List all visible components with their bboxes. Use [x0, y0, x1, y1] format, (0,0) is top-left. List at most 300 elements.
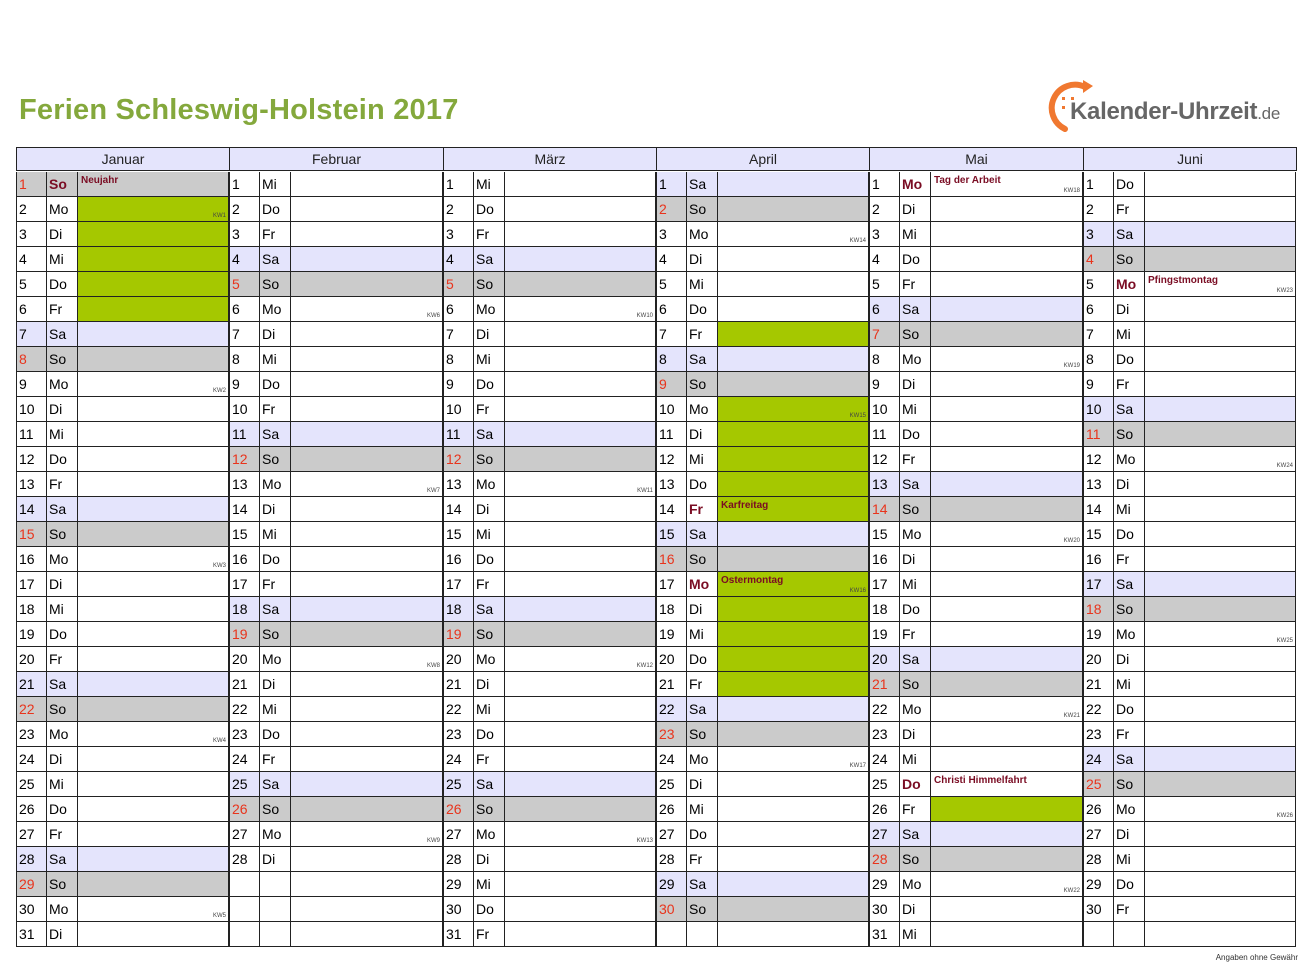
day-event-cell	[291, 497, 443, 522]
day-number: 14	[869, 497, 900, 522]
day-number: 21	[443, 672, 474, 697]
day-event-cell	[931, 797, 1083, 822]
day-number: 13	[443, 472, 474, 497]
weekday: Di	[474, 672, 505, 697]
day-event-cell	[1145, 872, 1296, 897]
day-event-cell	[505, 272, 656, 297]
weekday: Do	[474, 197, 505, 222]
day-number: 28	[656, 847, 687, 872]
day-number: 28	[1083, 847, 1114, 872]
day-event-cell	[505, 447, 656, 472]
day-event-cell	[291, 797, 443, 822]
weekday: Do	[687, 472, 718, 497]
day-event-cell	[291, 622, 443, 647]
day-event-cell	[78, 897, 229, 922]
weekday: Sa	[474, 597, 505, 622]
day-number: 20	[1083, 647, 1114, 672]
weekday: Fr	[900, 622, 931, 647]
weekday: Mo	[47, 197, 78, 222]
page-title: Ferien Schleswig-Holstein 2017	[19, 94, 459, 126]
weekday: Fr	[474, 397, 505, 422]
empty-number-cell	[229, 922, 260, 947]
day-number: 5	[16, 272, 47, 297]
day-event-cell	[78, 447, 229, 472]
week-number: KW14	[849, 238, 866, 244]
empty-number-cell	[229, 897, 260, 922]
day-event-cell	[78, 822, 229, 847]
weekday: Sa	[1114, 572, 1145, 597]
day-number: 22	[229, 697, 260, 722]
weekday: Mi	[1114, 847, 1145, 872]
day-number: 18	[656, 597, 687, 622]
day-event-cell	[718, 672, 869, 697]
weekday: Mo	[260, 297, 291, 322]
weekday: Sa	[47, 672, 78, 697]
day-number: 2	[16, 197, 47, 222]
day-event-cell	[931, 872, 1083, 897]
day-event-cell	[78, 772, 229, 797]
weekday: So	[474, 272, 505, 297]
day-event-cell	[1145, 222, 1296, 247]
day-event-cell	[931, 897, 1083, 922]
empty-weekday-cell	[260, 922, 291, 947]
empty-event-cell	[718, 922, 869, 947]
day-event-cell	[505, 897, 656, 922]
day-event-cell	[291, 747, 443, 772]
day-number: 8	[16, 347, 47, 372]
weekday: Mo	[900, 522, 931, 547]
day-event-cell	[718, 747, 869, 772]
day-number: 23	[443, 722, 474, 747]
week-number: KW18	[1063, 188, 1080, 194]
day-event-cell	[78, 197, 229, 222]
day-number: 27	[869, 822, 900, 847]
day-event-cell	[1145, 822, 1296, 847]
weekday: Fr	[474, 747, 505, 772]
day-event-cell	[78, 922, 229, 947]
day-event-cell	[931, 847, 1083, 872]
day-number: 15	[16, 522, 47, 547]
day-number: 1	[1083, 172, 1114, 197]
weekday: So	[900, 497, 931, 522]
disclaimer-text: Angaben ohne Gewähr	[1215, 953, 1298, 962]
weekday: Di	[260, 672, 291, 697]
weekday: So	[900, 322, 931, 347]
day-event-cell	[291, 572, 443, 597]
day-event-cell	[291, 672, 443, 697]
day-number: 17	[443, 572, 474, 597]
day-event-cell	[931, 647, 1083, 672]
day-event-cell	[78, 397, 229, 422]
day-event-cell	[1145, 497, 1296, 522]
day-event-cell	[718, 522, 869, 547]
day-event-cell	[78, 722, 229, 747]
holiday-label: Neujahr	[81, 175, 119, 186]
day-event-cell	[78, 297, 229, 322]
day-event-cell	[78, 847, 229, 872]
day-event-cell	[931, 422, 1083, 447]
day-event-cell	[931, 247, 1083, 272]
day-number: 31	[16, 922, 47, 947]
day-number: 9	[869, 372, 900, 397]
weekday: Do	[260, 722, 291, 747]
day-number: 3	[656, 222, 687, 247]
weekday: Mo	[900, 347, 931, 372]
week-number: KW12	[636, 663, 653, 669]
day-event-cell	[291, 472, 443, 497]
day-number: 3	[1083, 222, 1114, 247]
weekday: Do	[687, 297, 718, 322]
weekday: So	[1114, 772, 1145, 797]
empty-number-cell	[1083, 922, 1114, 947]
day-event-cell	[931, 297, 1083, 322]
day-event-cell	[78, 672, 229, 697]
day-number: 11	[656, 422, 687, 447]
day-number: 10	[229, 397, 260, 422]
day-event-cell	[78, 347, 229, 372]
day-number: 12	[229, 447, 260, 472]
day-number: 25	[656, 772, 687, 797]
weekday: Di	[687, 247, 718, 272]
weekday: Do	[1114, 872, 1145, 897]
empty-weekday-cell	[260, 897, 291, 922]
weekday: Di	[1114, 822, 1145, 847]
day-number: 30	[656, 897, 687, 922]
weekday: Fr	[260, 397, 291, 422]
day-event-cell	[505, 372, 656, 397]
weekday: Sa	[687, 347, 718, 372]
day-number: 2	[229, 197, 260, 222]
day-event-cell	[1145, 247, 1296, 272]
weekday: Mi	[687, 272, 718, 297]
weekday: Di	[900, 547, 931, 572]
weekday: Sa	[47, 497, 78, 522]
weekday: Fr	[47, 297, 78, 322]
day-number: 30	[869, 897, 900, 922]
day-number: 23	[229, 722, 260, 747]
day-event-cell	[931, 447, 1083, 472]
day-number: 10	[16, 397, 47, 422]
day-number: 15	[443, 522, 474, 547]
day-event-cell	[291, 647, 443, 672]
day-number: 7	[869, 322, 900, 347]
logo-wordmark	[1070, 98, 1280, 126]
day-number: 5	[229, 272, 260, 297]
day-number: 2	[656, 197, 687, 222]
day-event-cell	[1145, 172, 1296, 197]
weekday: Fr	[900, 272, 931, 297]
weekday: Fr	[260, 222, 291, 247]
weekday: Sa	[900, 647, 931, 672]
day-event-cell	[1145, 772, 1296, 797]
day-number: 23	[869, 722, 900, 747]
weekday: Do	[1114, 172, 1145, 197]
weekday: Mo	[474, 297, 505, 322]
weekday: Sa	[260, 597, 291, 622]
day-event-cell	[931, 222, 1083, 247]
weekday: Do	[260, 372, 291, 397]
day-number: 29	[443, 872, 474, 897]
day-event-cell	[78, 172, 229, 197]
day-number: 24	[229, 747, 260, 772]
weekday: So	[260, 447, 291, 472]
day-number: 6	[869, 297, 900, 322]
day-number: 3	[229, 222, 260, 247]
weekday: Fr	[47, 647, 78, 672]
weekday: Mi	[47, 247, 78, 272]
day-event-cell	[718, 422, 869, 447]
holiday-label: Christi Himmelfahrt	[934, 775, 1027, 786]
weekday: Mo	[687, 222, 718, 247]
day-event-cell	[931, 572, 1083, 597]
day-event-cell	[1145, 422, 1296, 447]
day-event-cell	[718, 822, 869, 847]
day-event-cell	[291, 172, 443, 197]
day-number: 29	[1083, 872, 1114, 897]
day-number: 18	[443, 597, 474, 622]
day-event-cell	[505, 347, 656, 372]
day-number: 20	[443, 647, 474, 672]
day-number: 5	[1083, 272, 1114, 297]
weekday: So	[260, 622, 291, 647]
day-event-cell	[718, 222, 869, 247]
weekday: Di	[900, 197, 931, 222]
day-event-cell	[505, 572, 656, 597]
weekday: Di	[687, 597, 718, 622]
day-event-cell	[505, 672, 656, 697]
day-number: 23	[656, 722, 687, 747]
day-number: 26	[1083, 797, 1114, 822]
day-number: 18	[869, 597, 900, 622]
day-event-cell	[1145, 322, 1296, 347]
weekday: Mi	[474, 872, 505, 897]
day-number: 15	[869, 522, 900, 547]
day-number: 7	[656, 322, 687, 347]
weekday: Mi	[260, 347, 291, 372]
weekday: Sa	[260, 772, 291, 797]
weekday: Do	[260, 197, 291, 222]
weekday: Mi	[1114, 322, 1145, 347]
day-number: 20	[229, 647, 260, 672]
weekday: Fr	[687, 322, 718, 347]
weekday: So	[260, 797, 291, 822]
day-number: 20	[16, 647, 47, 672]
weekday: Fr	[900, 447, 931, 472]
week-number: KW8	[426, 663, 440, 669]
day-event-cell	[1145, 572, 1296, 597]
day-event-cell	[931, 347, 1083, 372]
weekday: Do	[1114, 697, 1145, 722]
day-event-cell	[718, 397, 869, 422]
day-event-cell	[1145, 747, 1296, 772]
week-number: KW25	[1276, 638, 1293, 644]
weekday: Mi	[687, 797, 718, 822]
day-event-cell	[78, 272, 229, 297]
site-logo[interactable]	[1043, 77, 1301, 133]
day-number: 12	[16, 447, 47, 472]
day-number: 24	[1083, 747, 1114, 772]
day-number: 19	[16, 622, 47, 647]
weekday: Di	[687, 422, 718, 447]
day-number: 28	[229, 847, 260, 872]
day-event-cell	[78, 522, 229, 547]
day-number: 25	[443, 772, 474, 797]
weekday: Mo	[260, 472, 291, 497]
day-number: 24	[16, 747, 47, 772]
day-event-cell	[1145, 597, 1296, 622]
day-event-cell	[505, 297, 656, 322]
day-number: 24	[656, 747, 687, 772]
day-event-cell	[718, 297, 869, 322]
weekday: Mi	[900, 397, 931, 422]
holiday-label: Karfreitag	[721, 500, 769, 511]
day-event-cell	[931, 372, 1083, 397]
weekday: Do	[900, 422, 931, 447]
day-number: 16	[229, 547, 260, 572]
day-number: 3	[443, 222, 474, 247]
day-event-cell	[78, 597, 229, 622]
day-number: 23	[16, 722, 47, 747]
day-event-cell	[1145, 522, 1296, 547]
day-number: 29	[656, 872, 687, 897]
weekday: So	[1114, 422, 1145, 447]
day-number: 22	[656, 697, 687, 722]
day-number: 26	[16, 797, 47, 822]
day-number: 5	[869, 272, 900, 297]
day-event-cell	[505, 797, 656, 822]
weekday: Do	[474, 372, 505, 397]
day-event-cell	[505, 222, 656, 247]
weekday: Mo	[900, 697, 931, 722]
day-number: 17	[16, 572, 47, 597]
weekday: Di	[1114, 647, 1145, 672]
day-event-cell	[718, 847, 869, 872]
weekday: So	[687, 547, 718, 572]
day-number: 12	[443, 447, 474, 472]
weekday: Sa	[474, 422, 505, 447]
weekday: Mo	[260, 647, 291, 672]
day-event-cell	[291, 847, 443, 872]
week-number: KW15	[849, 413, 866, 419]
month-header: April	[656, 147, 870, 171]
day-number: 8	[656, 347, 687, 372]
month-header: Januar	[16, 147, 230, 171]
day-number: 27	[16, 822, 47, 847]
day-number: 6	[229, 297, 260, 322]
weekday: Di	[687, 772, 718, 797]
day-number: 14	[1083, 497, 1114, 522]
weekday: So	[900, 847, 931, 872]
day-event-cell	[505, 647, 656, 672]
day-event-cell	[78, 572, 229, 597]
day-event-cell	[78, 547, 229, 572]
day-event-cell	[291, 397, 443, 422]
day-number: 10	[443, 397, 474, 422]
week-number: KW19	[1063, 363, 1080, 369]
weekday: Sa	[900, 297, 931, 322]
weekday: Fr	[260, 747, 291, 772]
empty-weekday-cell	[260, 872, 291, 897]
day-event-cell	[1145, 797, 1296, 822]
week-number: KW26	[1276, 813, 1293, 819]
day-event-cell	[1145, 197, 1296, 222]
day-number: 8	[1083, 347, 1114, 372]
empty-event-cell	[291, 922, 443, 947]
week-number: KW10	[636, 313, 653, 319]
weekday: Di	[260, 322, 291, 347]
day-event-cell	[718, 597, 869, 622]
weekday: Mi	[1114, 497, 1145, 522]
weekday: Mo	[1114, 797, 1145, 822]
day-number: 31	[869, 922, 900, 947]
weekday: Di	[474, 497, 505, 522]
day-event-cell	[1145, 447, 1296, 472]
weekday: Di	[474, 322, 505, 347]
weekday: Sa	[1114, 397, 1145, 422]
day-event-cell	[505, 497, 656, 522]
day-number: 17	[869, 572, 900, 597]
day-event-cell	[718, 197, 869, 222]
day-event-cell	[1145, 722, 1296, 747]
weekday: So	[260, 272, 291, 297]
weekday: Di	[47, 922, 78, 947]
day-number: 13	[229, 472, 260, 497]
day-event-cell	[505, 622, 656, 647]
day-number: 28	[16, 847, 47, 872]
day-number: 15	[656, 522, 687, 547]
day-event-cell	[718, 347, 869, 372]
weekday: Do	[474, 547, 505, 572]
weekday: Mo	[260, 822, 291, 847]
weekday: Di	[1114, 472, 1145, 497]
day-number: 14	[16, 497, 47, 522]
weekday: Di	[900, 722, 931, 747]
day-number: 27	[1083, 822, 1114, 847]
day-number: 8	[869, 347, 900, 372]
day-event-cell	[931, 547, 1083, 572]
day-event-cell	[718, 322, 869, 347]
weekday: Fr	[1114, 547, 1145, 572]
day-number: 24	[443, 747, 474, 772]
day-event-cell	[291, 822, 443, 847]
weekday: Mo	[900, 172, 931, 197]
day-event-cell	[1145, 697, 1296, 722]
day-event-cell	[291, 522, 443, 547]
day-number: 23	[1083, 722, 1114, 747]
day-number: 25	[229, 772, 260, 797]
weekday: Do	[474, 722, 505, 747]
day-event-cell	[931, 197, 1083, 222]
day-number: 31	[443, 922, 474, 947]
day-event-cell	[78, 872, 229, 897]
weekday: Mo	[900, 872, 931, 897]
weekday: Mi	[47, 422, 78, 447]
day-number: 27	[229, 822, 260, 847]
weekday: Mo	[474, 647, 505, 672]
day-number: 9	[656, 372, 687, 397]
week-number: KW24	[1276, 463, 1293, 469]
weekday: Fr	[474, 222, 505, 247]
day-event-cell	[505, 397, 656, 422]
weekday: Do	[474, 897, 505, 922]
day-event-cell	[931, 597, 1083, 622]
day-number: 18	[16, 597, 47, 622]
day-event-cell	[78, 497, 229, 522]
day-event-cell	[718, 372, 869, 397]
weekday: Mi	[47, 597, 78, 622]
day-number: 21	[229, 672, 260, 697]
day-event-cell	[1145, 847, 1296, 872]
